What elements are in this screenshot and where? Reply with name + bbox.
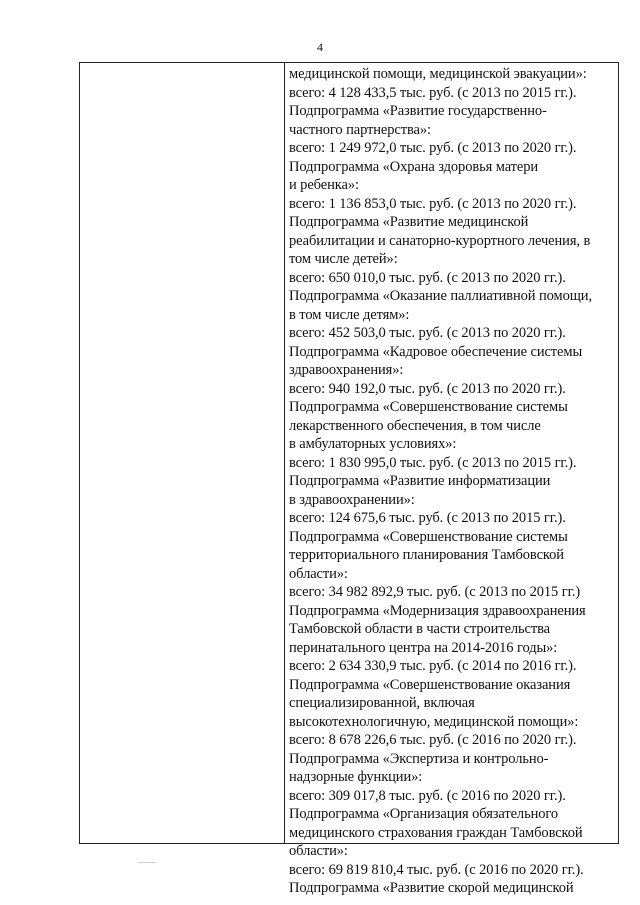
text-line: Подпрограмма «Развитие медицинской <box>289 214 529 230</box>
text-line: всего: 940 192,0 тыс. руб. (с 2013 по 2020 гг.). <box>289 380 566 397</box>
text-line: Тамбовской области в части строительства <box>289 621 551 637</box>
text-line: всего: 309 017,8 тыс. руб. (с 2016 по 2020 гг.). <box>289 787 566 804</box>
text-line: области»: <box>289 843 348 859</box>
program-table <box>79 62 619 896</box>
text-line: всего: 8 678 226,6 тыс. руб. (с 2016 по 2020 гг.). <box>289 732 577 748</box>
text-line: всего: 1 249 972,0 тыс. руб. (с 2013 по 2020 гг.). <box>289 140 577 156</box>
text-line: здравоохранения»: <box>289 362 404 378</box>
text-line: специализированной, включая <box>289 695 475 711</box>
text-line: медицинской помощи, медицинской эвакуации»: <box>289 66 587 82</box>
text-line: Подпрограмма «Совершенствование системы <box>289 528 568 545</box>
page-number: 4 <box>317 40 323 54</box>
subprogram-text-block <box>285 63 618 898</box>
text-line: надзорные функции»: <box>289 769 423 785</box>
text-line: Подпрограмма «Развитие информатизации <box>289 473 551 489</box>
text-line: территориального планирования Тамбовской <box>289 547 564 563</box>
text-line: том числе детей»: <box>289 251 398 267</box>
text-line: Подпрограмма «Модернизация здравоохранения <box>289 602 586 619</box>
text-line: всего: 4 128 433,5 тыс. руб. (с 2013 по 2015 гг.). <box>289 84 577 101</box>
text-line: Подпрограмма «Охрана здоровья матери <box>289 158 539 175</box>
text-line: перинатального центра на 2014-2016 годы»: <box>289 639 558 656</box>
text-line: и ребенка»: <box>289 177 359 193</box>
text-line: высокотехнологичную, медицинской помощи»: <box>289 713 579 730</box>
text-line: в том числе детям»: <box>289 306 410 323</box>
text-line: Подпрограмма «Оказание паллиативной помощи, <box>289 288 592 304</box>
text-line: всего: 2 634 330,9 тыс. руб. (с 2014 по 2016 гг.). <box>289 658 577 674</box>
text-line: в здравоохранении»: <box>289 491 415 508</box>
text-line: всего: 452 503,0 тыс. руб. (с 2013 по 2020 гг.). <box>289 325 566 341</box>
text-line: всего: 34 982 892,9 тыс. руб. (с 2013 по 2015 гг.) <box>289 584 581 600</box>
text-line: всего: 1 136 853,0 тыс. руб. (с 2013 по 2020 гг.). <box>289 195 577 212</box>
text-line: всего: 1 830 995,0 тыс. руб. (с 2013 по 2015 гг.). <box>289 454 577 471</box>
text-line: медицинского страхования граждан Тамбовской <box>289 824 583 841</box>
text-line: всего: 69 819 810,4 тыс. руб. (с 2016 по 2020 гг.). <box>289 861 584 878</box>
text-line: Подпрограмма «Организация обязательного <box>289 806 559 822</box>
text-line: Подпрограмма «Развитие государственно- <box>289 103 547 119</box>
text-line: всего: 650 010,0 тыс. руб. (с 2013 по 2020 гг.). <box>289 269 566 286</box>
text-line: Подпрограмма «Экспертиза и контрольно- <box>289 750 549 767</box>
scan-mark <box>138 862 156 863</box>
table-left-cell <box>80 63 284 843</box>
text-line: Подпрограмма «Совершенствование оказания <box>289 676 571 693</box>
text-line: области»: <box>289 565 348 582</box>
text-line: реабилитации и санаторно-курортного лечения, в <box>289 232 591 249</box>
text-line: частного партнерства»: <box>289 121 431 138</box>
table-right-cell <box>285 63 618 896</box>
text-line: всего: 124 675,6 тыс. руб. (с 2013 по 2015 гг.). <box>289 510 566 526</box>
text-line: Подпрограмма «Совершенствование системы <box>289 399 568 415</box>
text-line: Подпрограмма «Кадровое обеспечение системы <box>289 343 583 360</box>
text-line: лекарственного обеспечения, в том числе <box>289 417 541 434</box>
text-line: в амбулаторных условиях»: <box>289 436 457 452</box>
text-line: Подпрограмма «Развитие скорой медицинской <box>289 880 574 896</box>
